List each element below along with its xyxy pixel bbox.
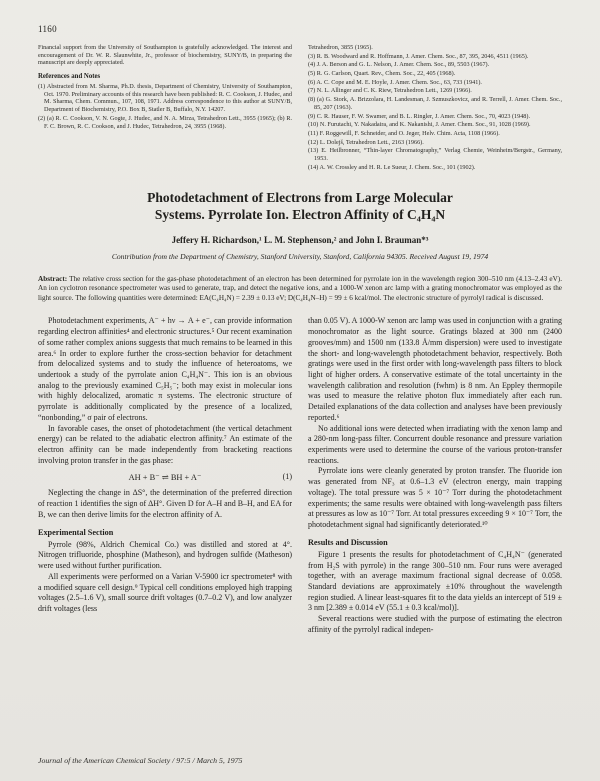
equation-text: AH + B⁻ ⇌ BH + A⁻ (128, 473, 202, 483)
article-title-block (38, 190, 562, 262)
abstract-label: Abstract: (38, 274, 68, 283)
results-section-heading: Results and Discussion (308, 537, 388, 547)
body-paragraph: Several reactions were studied with the purpose of estimating the electron affinity of the pyrrolyl radical indepen- (308, 614, 562, 634)
reference-item: (11) F. Roggewill, F. Schneider, and O. Jeger, Helv. Chim. Acta, 1108 (1966). (308, 129, 500, 137)
article-title (38, 190, 562, 224)
article-body (38, 316, 562, 635)
references-heading: References and Notes (38, 73, 101, 81)
reference-item: (13) E. Heilbronner, “Thin-layer Chromatography,” Verlag Chemie, Weinheim/Bergstr., Germany, 1953. (308, 147, 562, 162)
front-matter-left-column (38, 44, 292, 172)
article-title-line-2: Systems. Pyrrolate Ion. Electron Affinity of C₄H₄N (154, 207, 446, 223)
experimental-section-heading: Experimental Section (38, 527, 114, 537)
abstract-text: The relative cross section for the gas-phase photodetachment of an electron has been determined for pyrrolate ion in the wavelength region 300–510 nm (4.13–2.43 eV). An ion cyclotron resonance spectrometer was used to generate, trap, and detect the negative ions, and a 1000-W xenon arc lamp with a grating monochromator was employed as the light source. The following quantities were determined: EA(C₄H₄N) = 2.39 ± 0.13 eV; D(C₄H₄N–H) = 99 ± 6 kcal/mol. The electronic structure of pyrrolyl radical is discussed. (38, 274, 562, 302)
body-right-column (308, 316, 562, 635)
reference-item: (6) A. C. Cope and M. E. Hoyle, J. Amer. Chem. Soc., 63, 733 (1941). (308, 78, 482, 86)
article-title-line-1: Photodetachment of Electrons from Large Molecular (147, 190, 453, 206)
front-matter (38, 44, 562, 172)
reference-item: (12) L. Dolejš, Tetrahedron Lett., 2163 (1966). (308, 138, 424, 146)
body-paragraph: than 0.05 V). A 1000-W xenon arc lamp was used in conjunction with a grating monochromator as the light source. Gratings blazed at 300 nm (2400 grooves/mm) and 1500 nm (133.8 Å/mm dispersion) were used to investigate the short- and long-wavelength photodetachment behavior, respectively. Both gratings were used in the first order with long-wavelength pass filters to block light of higher orders. A conservative estimate of the total uncertainty in the wavelength calibration and resolution (fwhm) is 8 nm. An Eppley thermopile was used to measure the relative photon flux immediately after each run. Detailed explanations of the data collection and analyses have been previously reported.⁶ (308, 316, 562, 422)
author-line: Jeffery H. Richardson,¹ L. M. Stephenson,² and John I. Brauman*³ (171, 235, 429, 246)
journal-footer: Journal of the American Chemical Society / 97:5 / March 5, 1975 (38, 756, 243, 765)
body-paragraph: Photodetachment experiments, A⁻ + hν → A + e⁻, can provide information regarding electron affinities⁴ and electronic structures.⁵ Our recent examination of some rather complex anions suggests that much remains to be learned in this area.⁶ In order to explore further the cross-section behavior for detachment from delocalized systems and to study the influence of heteroatoms, we undertook a study of the pyrrolate anion C₄H₄N⁻. This ion is an obvious analog to the previously examined C₅H₅⁻; both may exist in molecular ions with highly delocalized, aromatic π systems. The electronic structure of pyrrolate is additionally complicated by the presence of a localized, “nonbonding,” σ pair of electrons. (38, 316, 292, 422)
body-paragraph: Neglecting the change in ΔS°, the determination of the preferred direction of reaction 1 identifies the sign of ΔH°. Given D for A–H and B–H, and EA for B, we can then derive limits for the electron affinity of A. (38, 488, 292, 519)
body-paragraph: No additional ions were detected when irradiating with the xenon lamp and a 280-nm long-pass filter. Concurrent double resonance and pressure variation experiments were used to determine the course of the various proton-transfer reactions. (308, 423, 562, 465)
reference-item: (2) (a) R. C. Cookson, V. N. Gogte, J. Hudec, and N. A. Mirza, Tetrahedron Lett., 3955 (1965); (b) R. F. C. Brown, R. C. Cookson, and J. Hudec, Tetrahedron, 24, 3955 (1968). (38, 114, 292, 130)
body-paragraph: Figure 1 presents the results for photodetachment of C₄H₄N⁻ (generated from H₂S with pyrrole) in the range 300–510 nm. Four runs were averaged together, with an average maximum fractional signal decrease of 0.058. Standard deviations are approximately ±10% throughout the wavelength region studied. A linear least-squares fit to the data yields an intercept of 519 ± 3 nm [2.389 ± 0.014 eV (55.1 ± 0.3 kcal/mol)]. (308, 549, 562, 613)
body-paragraph: Pyrrolate ions were cleanly generated by proton transfer. The fluoride ion was generated from NF₃ at 0.6–1.3 eV (electron energy, main trapping voltage). The total pressure was 5 × 10⁻⁷ Torr during the photodetachment experiments; the same results were obtained with long-wavelength pass filters at pressures as low as 10⁻⁷ Torr. At total pressures exceeding 9 × 10⁻⁷ Torr, the photodetachment signal had significantly deteriorated.¹⁰ (308, 466, 562, 530)
reference-item: (10) N. Furutachi, Y. Nakadaira, and K. Nakanishi, J. Amer. Chem. Soc., 91, 1028 (1969). (308, 121, 531, 129)
body-paragraph: In favorable cases, the onset of photodetachment (the vertical detachment energy) can be related to the adiabatic electron affinity.⁷ An estimate of the electron affinity can be made independently from bracketing reactions involving proton transfer in the gas phase: (38, 423, 292, 465)
affiliation-line: Contribution from the Department of Chemistry, Stanford University, Stanford, California 94305. Received August 19, 1974 (111, 252, 489, 262)
reference-item: (1) Abstracted from M. Sharma, Ph.D. thesis, Department of Chemistry, University of Southampton, Oct. 1970. Preliminary accounts of this research have been published: R. C. Cookson, J. Hudec, and M. Sharma, Chem. Commun., 107, 108, 1971. Address correspondence to this author at SUNY/B, Department of Biochemistry, P.O. Box B, Statler B, Buffalo, N.Y. 14207. (38, 83, 292, 114)
front-matter-right-column (308, 44, 562, 172)
body-paragraph: All experiments were performed on a Varian V-5900 icr spectrometer⁸ with a modified square cell design.⁹ Typical cell conditions employed high trapping voltages (2.5–1.6 V), small source drift voltages (0.7–0.2 V), and low analyzer drift voltages (less (38, 571, 292, 613)
abstract-paragraph (38, 275, 562, 304)
equation-1 (38, 472, 292, 482)
acknowledgment-paragraph: Financial support from the University of Southampton is gratefully acknowledged. The interest and encouragement of Dr. W. R. Slaunwhite, Jr., professor of biochemistry, SUNY/B, in preparing the manuscript are deeply appreciated. (38, 44, 292, 67)
page-number: 1160 (38, 24, 57, 34)
reference-item: (8) (a) G. Stork, A. Brizzolara, H. Landesman, J. Szmuszkovicz, and R. Terrell, J. Amer. Chem. Soc., 85, 207 (1963). (308, 96, 562, 111)
equation-number: (1) (282, 472, 292, 482)
reference-item: Tetrahedron, 3855 (1965). (308, 44, 373, 51)
reference-item: (14) A. W. Crossley and H. R. Le Sueur, J. Chem. Soc., 101 (1902). (308, 163, 476, 171)
reference-item: (7) N. L. Allinger and C. K. Riew, Tetrahedron Lett., 1269 (1966). (308, 87, 472, 95)
reference-item: (4) J. A. Berson and G. L. Nelson, J. Amer. Chem. Soc., 89, 5503 (1967). (308, 61, 490, 69)
body-left-column (38, 316, 292, 635)
reference-item: (9) C. R. Hauser, F. W. Swamer, and B. L. Ringler, J. Amer. Chem. Soc., 70, 4023 (1948). (308, 112, 531, 120)
reference-item: (5) R. G. Carlson, Quart. Rev., Chem. Soc., 22, 405 (1968). (308, 70, 456, 78)
reference-item: (3) R. B. Woodward and R. Hoffmann, J. Amer. Chem. Soc., 87, 395, 2046, 4511 (1965). (308, 52, 529, 60)
body-paragraph: Pyrrole (98%, Aldrich Chemical Co.) was distilled and stored at 4°. Nitrogen trifluoride, phosphine (Matheson), and hydrogen sulfide (Matheson) were used without further purification. (38, 539, 292, 571)
